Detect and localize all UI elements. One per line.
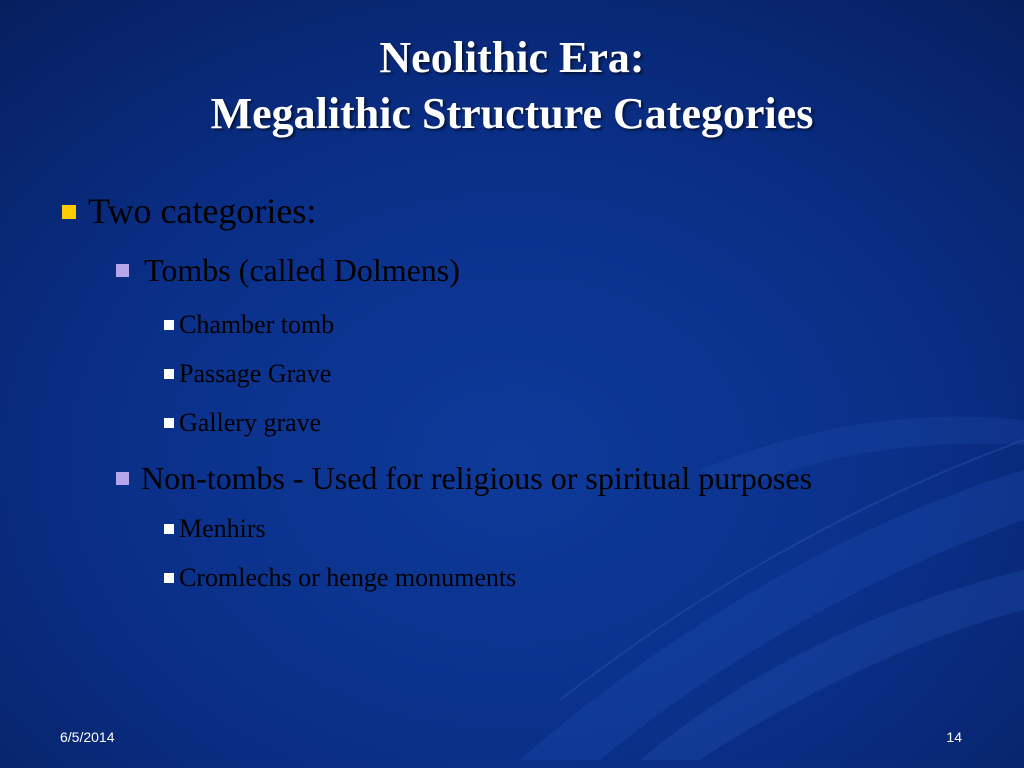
bullet-chamber-tomb <box>164 310 334 340</box>
square-bullet-icon <box>164 524 174 534</box>
bullet-text: Cromlechs or henge monuments <box>179 563 517 592</box>
square-bullet-icon <box>116 472 129 485</box>
bullet-text: Passage Grave <box>179 359 332 388</box>
bullet-text: Tombs (called Dolmens) <box>144 252 460 288</box>
bullet-menhirs <box>164 514 266 544</box>
square-bullet-icon <box>116 264 129 277</box>
bullet-gallery-grave <box>164 408 321 438</box>
bullet-non-tombs <box>116 460 812 497</box>
bullet-two-categories <box>62 190 316 232</box>
square-bullet-icon <box>164 573 174 583</box>
title-line-2: Megalithic Structure Categories <box>210 89 814 138</box>
title-line-1: Neolithic Era: <box>379 33 645 82</box>
bullet-text: Menhirs <box>179 514 266 543</box>
bullet-cromlechs <box>164 563 516 593</box>
bullet-text: Gallery grave <box>179 408 322 437</box>
bullet-text: Non-tombs - Used for religious or spiritual purposes <box>141 460 813 496</box>
bullet-passage-grave <box>164 359 331 389</box>
square-bullet-icon <box>164 418 174 428</box>
bullet-text: Chamber tomb <box>179 310 335 339</box>
square-bullet-icon <box>62 205 76 219</box>
square-bullet-icon <box>164 369 174 379</box>
footer-date: 6/5/2014 <box>60 729 115 745</box>
square-bullet-icon <box>164 320 174 330</box>
bullet-tombs <box>116 252 460 289</box>
slide-title <box>0 30 1024 142</box>
bullet-text: Two categories: <box>88 191 317 231</box>
slide-number: 14 <box>946 729 962 745</box>
